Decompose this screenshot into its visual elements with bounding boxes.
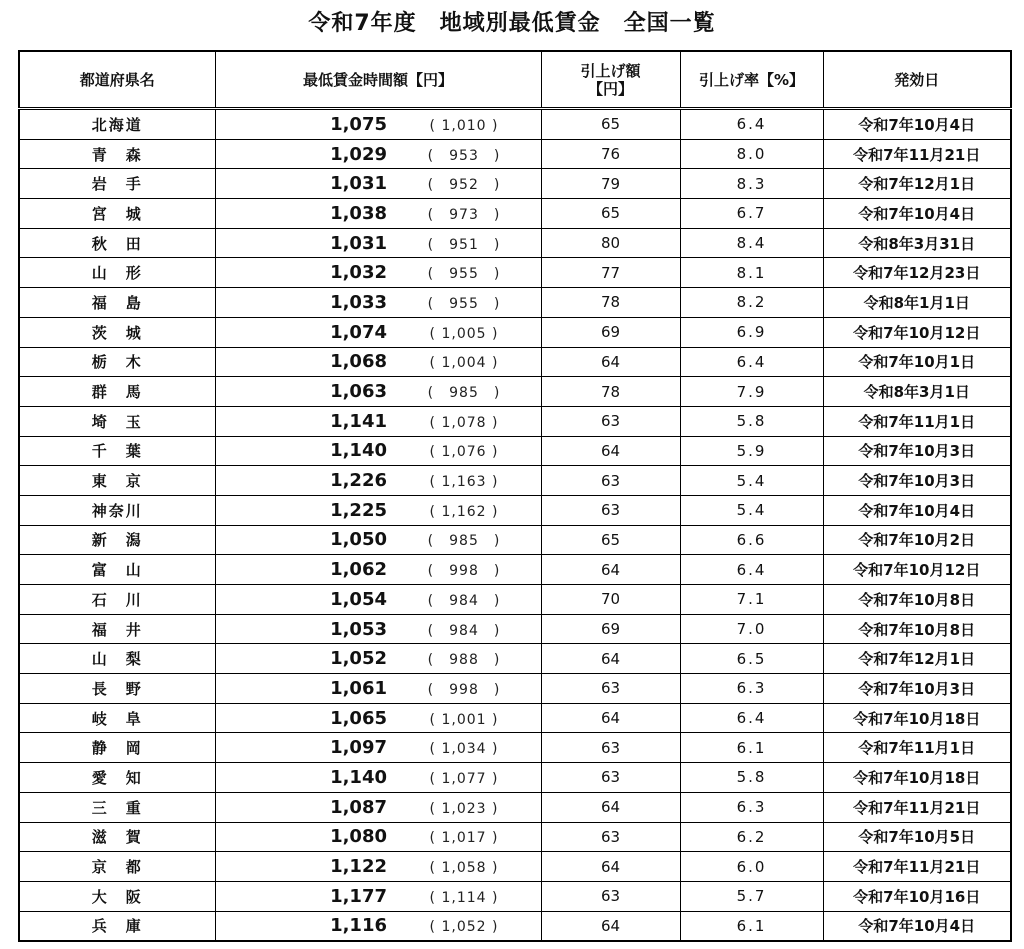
header-effective-date: 発効日 [823,51,1011,109]
previous-wage: ( 955 ) [427,266,501,283]
increase-cell: 69 [541,317,680,347]
prefecture-cell: 青 森 [19,139,215,169]
prefecture-cell: 静 岡 [19,733,215,763]
effective-date-cell: 令和7年12月1日 [823,169,1011,199]
rate-cell: 7.1 [680,585,823,615]
table-row [19,733,1011,763]
wage-cell [215,317,541,347]
increase-cell: 63 [541,822,680,852]
effective-date-cell: 令和7年11月1日 [823,733,1011,763]
increase-cell: 65 [541,525,680,555]
wage-cell [215,703,541,733]
current-wage: 1,050 [330,529,387,551]
previous-wage: ( 951 ) [427,236,501,253]
effective-date-cell: 令和7年11月21日 [823,139,1011,169]
effective-date-cell: 令和7年10月4日 [823,495,1011,525]
effective-date-cell: 令和7年10月3日 [823,466,1011,496]
prefecture-cell: 東 京 [19,466,215,496]
previous-wage: ( 952 ) [427,177,501,194]
table-row [19,406,1011,436]
increase-cell: 64 [541,644,680,674]
prefecture-cell: 神奈川 [19,495,215,525]
rate-cell: 5.9 [680,436,823,466]
increase-cell: 64 [541,347,680,377]
previous-wage: ( 1,076 ) [429,444,499,461]
wage-cell [215,852,541,882]
effective-date-cell: 令和8年3月31日 [823,228,1011,258]
effective-date-cell: 令和7年10月18日 [823,703,1011,733]
current-wage: 1,226 [330,470,387,492]
previous-wage: ( 985 ) [427,385,501,402]
increase-cell: 63 [541,763,680,793]
effective-date-cell: 令和7年10月5日 [823,822,1011,852]
previous-wage: ( 1,163 ) [429,474,499,491]
increase-cell: 63 [541,466,680,496]
wage-cell [215,881,541,911]
prefecture-cell: 千 葉 [19,436,215,466]
table-row [19,852,1011,882]
header-wage: 最低賃金時間額【円】 [215,51,541,109]
increase-cell: 78 [541,377,680,407]
rate-cell: 6.2 [680,822,823,852]
increase-cell: 79 [541,169,680,199]
current-wage: 1,062 [330,559,387,581]
effective-date-cell: 令和7年12月1日 [823,644,1011,674]
previous-wage: ( 1,077 ) [429,770,499,787]
current-wage: 1,140 [330,440,387,462]
rate-cell: 6.3 [680,792,823,822]
prefecture-cell: 岩 手 [19,169,215,199]
prefecture-cell: 岐 阜 [19,703,215,733]
current-wage: 1,054 [330,588,387,610]
increase-cell: 65 [541,109,680,140]
increase-cell: 77 [541,258,680,288]
effective-date-cell: 令和7年12月23日 [823,258,1011,288]
wage-cell [215,911,541,941]
effective-date-cell: 令和7年11月21日 [823,852,1011,882]
previous-wage: ( 985 ) [427,533,501,550]
table-row [19,436,1011,466]
increase-cell: 63 [541,881,680,911]
rate-cell: 6.7 [680,199,823,229]
wage-cell [215,763,541,793]
effective-date-cell: 令和7年10月3日 [823,436,1011,466]
previous-wage: ( 984 ) [427,622,501,639]
rate-cell: 8.0 [680,139,823,169]
current-wage: 1,065 [330,707,387,729]
wage-cell [215,822,541,852]
wage-cell [215,169,541,199]
effective-date-cell: 令和7年11月21日 [823,792,1011,822]
table-row [19,199,1011,229]
effective-date-cell: 令和7年10月16日 [823,881,1011,911]
current-wage: 1,074 [330,321,387,343]
table-header-row [19,51,1011,109]
effective-date-cell: 令和7年10月4日 [823,199,1011,229]
wage-cell [215,555,541,585]
table-row [19,763,1011,793]
effective-date-cell: 令和7年10月12日 [823,555,1011,585]
wage-cell [215,406,541,436]
effective-date-cell: 令和7年10月4日 [823,911,1011,941]
table-row [19,703,1011,733]
table-row [19,911,1011,941]
wage-cell [215,614,541,644]
prefecture-cell: 滋 賀 [19,822,215,852]
current-wage: 1,116 [330,915,387,937]
rate-cell: 5.4 [680,495,823,525]
rate-cell: 6.9 [680,317,823,347]
table-row [19,792,1011,822]
prefecture-cell: 兵 庫 [19,911,215,941]
rate-cell: 8.2 [680,288,823,318]
header-rate: 引上げ率【%】 [680,51,823,109]
current-wage: 1,029 [330,143,387,165]
increase-cell: 69 [541,614,680,644]
wage-cell [215,585,541,615]
wage-cell [215,139,541,169]
increase-cell: 64 [541,911,680,941]
current-wage: 1,031 [330,232,387,254]
effective-date-cell: 令和7年10月12日 [823,317,1011,347]
prefecture-cell: 大 阪 [19,881,215,911]
current-wage: 1,032 [330,262,387,284]
current-wage: 1,080 [330,826,387,848]
previous-wage: ( 955 ) [427,295,501,312]
table-row [19,139,1011,169]
rate-cell: 6.4 [680,703,823,733]
table-row [19,317,1011,347]
effective-date-cell: 令和7年10月8日 [823,614,1011,644]
prefecture-cell: 栃 木 [19,347,215,377]
prefecture-cell: 新 潟 [19,525,215,555]
table-row [19,644,1011,674]
previous-wage: ( 1,114 ) [429,889,499,906]
current-wage: 1,068 [330,351,387,373]
effective-date-cell: 令和8年3月1日 [823,377,1011,407]
wage-cell [215,525,541,555]
rate-cell: 8.1 [680,258,823,288]
table-row [19,822,1011,852]
table-row [19,555,1011,585]
wage-cell [215,258,541,288]
current-wage: 1,122 [330,856,387,878]
rate-cell: 6.0 [680,852,823,882]
table-row [19,881,1011,911]
table-row [19,228,1011,258]
prefecture-cell: 山 梨 [19,644,215,674]
wage-cell [215,228,541,258]
increase-cell: 78 [541,288,680,318]
increase-cell: 64 [541,852,680,882]
rate-cell: 6.6 [680,525,823,555]
prefecture-cell: 山 形 [19,258,215,288]
prefecture-cell: 茨 城 [19,317,215,347]
header-prefecture: 都道府県名 [19,51,215,109]
table-row [19,525,1011,555]
previous-wage: ( 1,001 ) [429,711,499,728]
prefecture-cell: 群 馬 [19,377,215,407]
wage-cell [215,288,541,318]
increase-cell: 76 [541,139,680,169]
previous-wage: ( 1,017 ) [429,830,499,847]
increase-cell: 70 [541,585,680,615]
table-row [19,258,1011,288]
previous-wage: ( 1,034 ) [429,741,499,758]
rate-cell: 6.4 [680,347,823,377]
effective-date-cell: 令和8年1月1日 [823,288,1011,318]
prefecture-cell: 宮 城 [19,199,215,229]
wage-cell [215,674,541,704]
previous-wage: ( 1,078 ) [429,414,499,431]
previous-wage: ( 1,058 ) [429,860,499,877]
increase-cell: 64 [541,436,680,466]
current-wage: 1,177 [330,885,387,907]
rate-cell: 8.4 [680,228,823,258]
increase-cell: 63 [541,495,680,525]
current-wage: 1,033 [330,291,387,313]
rate-cell: 6.3 [680,674,823,704]
header-increase-line1: 引上げ額 [580,61,641,80]
previous-wage: ( 1,023 ) [429,800,499,817]
current-wage: 1,075 [330,113,387,135]
wage-cell [215,199,541,229]
increase-cell: 63 [541,406,680,436]
rate-cell: 5.7 [680,881,823,911]
increase-cell: 64 [541,792,680,822]
effective-date-cell: 令和7年10月2日 [823,525,1011,555]
previous-wage: ( 1,005 ) [429,325,499,342]
table-row [19,169,1011,199]
current-wage: 1,061 [330,677,387,699]
rate-cell: 5.8 [680,763,823,793]
previous-wage: ( 988 ) [427,652,501,669]
previous-wage: ( 984 ) [427,592,501,609]
prefecture-cell: 京 都 [19,852,215,882]
effective-date-cell: 令和7年10月8日 [823,585,1011,615]
table-row [19,495,1011,525]
wage-cell [215,109,541,140]
effective-date-cell: 令和7年11月1日 [823,406,1011,436]
rate-cell: 5.4 [680,466,823,496]
prefecture-cell: 愛 知 [19,763,215,793]
current-wage: 1,225 [330,499,387,521]
previous-wage: ( 1,052 ) [429,919,499,936]
rate-cell: 6.1 [680,733,823,763]
effective-date-cell: 令和7年10月3日 [823,674,1011,704]
increase-cell: 63 [541,733,680,763]
rate-cell: 6.4 [680,555,823,585]
prefecture-cell: 北海道 [19,109,215,140]
wage-cell [215,347,541,377]
increase-cell: 64 [541,703,680,733]
table-row [19,614,1011,644]
previous-wage: ( 953 ) [427,147,501,164]
rate-cell: 7.0 [680,614,823,644]
current-wage: 1,141 [330,410,387,432]
wage-cell [215,436,541,466]
rate-cell: 7.9 [680,377,823,407]
table-row [19,109,1011,140]
prefecture-cell: 秋 田 [19,228,215,258]
current-wage: 1,063 [330,381,387,403]
previous-wage: ( 1,010 ) [429,117,499,134]
effective-date-cell: 令和7年10月4日 [823,109,1011,140]
rate-cell: 8.3 [680,169,823,199]
increase-cell: 65 [541,199,680,229]
prefecture-cell: 福 島 [19,288,215,318]
previous-wage: ( 998 ) [427,681,501,698]
rate-cell: 6.1 [680,911,823,941]
wage-cell [215,792,541,822]
wage-cell [215,377,541,407]
prefecture-cell: 三 重 [19,792,215,822]
prefecture-cell: 長 野 [19,674,215,704]
page-title: 令和7年度 地域別最低賃金 全国一覧 [308,11,716,36]
wage-cell [215,644,541,674]
wage-cell [215,466,541,496]
table-body [19,109,1011,942]
increase-cell: 80 [541,228,680,258]
table-row [19,674,1011,704]
header-increase-line2: 【円】 [587,79,633,98]
current-wage: 1,087 [330,796,387,818]
prefecture-cell: 石 川 [19,585,215,615]
prefecture-cell: 福 井 [19,614,215,644]
prefecture-cell: 埼 玉 [19,406,215,436]
prefecture-cell: 富 山 [19,555,215,585]
effective-date-cell: 令和7年10月18日 [823,763,1011,793]
previous-wage: ( 1,162 ) [429,503,499,520]
header-increase [541,51,680,109]
current-wage: 1,052 [330,648,387,670]
table-row [19,377,1011,407]
table-row [19,347,1011,377]
increase-cell: 64 [541,555,680,585]
wage-cell [215,733,541,763]
table-row [19,585,1011,615]
current-wage: 1,038 [330,202,387,224]
table-row [19,288,1011,318]
current-wage: 1,097 [330,737,387,759]
current-wage: 1,140 [330,766,387,788]
rate-cell: 6.5 [680,644,823,674]
rate-cell: 6.4 [680,109,823,140]
previous-wage: ( 998 ) [427,563,501,580]
table-row [19,466,1011,496]
wage-cell [215,495,541,525]
current-wage: 1,053 [330,618,387,640]
previous-wage: ( 973 ) [427,206,501,223]
rate-cell: 5.8 [680,406,823,436]
previous-wage: ( 1,004 ) [429,355,499,372]
effective-date-cell: 令和7年10月1日 [823,347,1011,377]
increase-cell: 63 [541,674,680,704]
current-wage: 1,031 [330,173,387,195]
minimum-wage-table [18,50,1012,942]
